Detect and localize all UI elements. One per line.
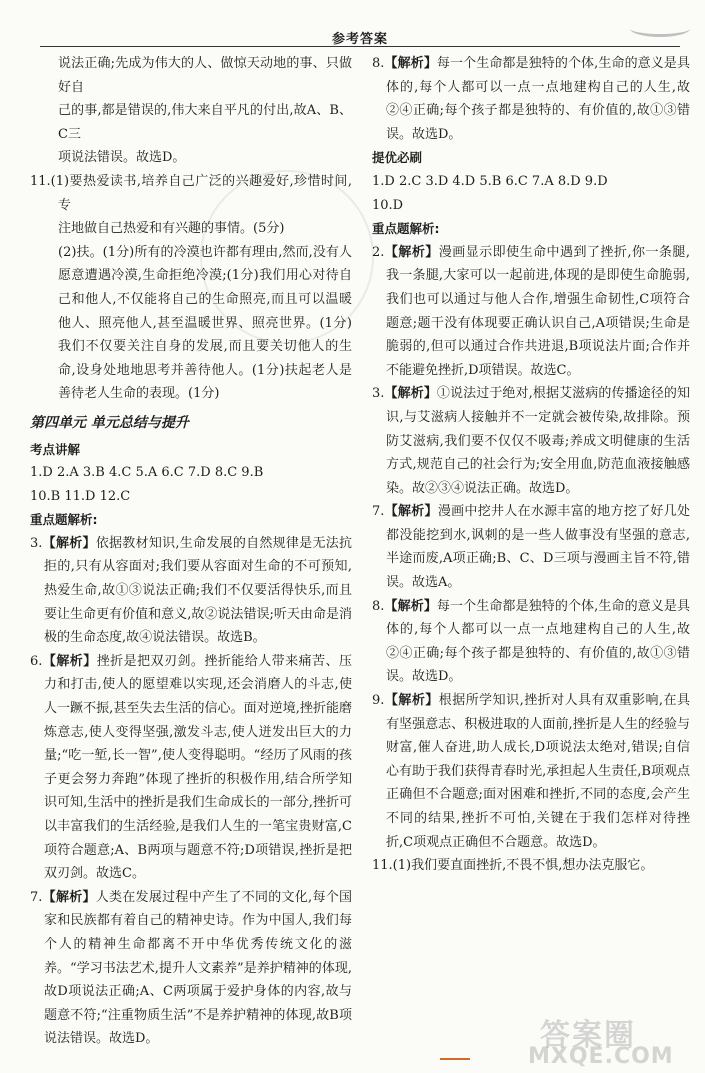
answer-11-1a: 11.(1)要热爱读书,培养自己广泛的兴趣爱好,珍惜时间,专	[30, 173, 352, 213]
question-number: 3.	[30, 535, 43, 551]
explanation-q7	[372, 500, 690, 594]
section-title: 提优必刷	[372, 150, 423, 166]
watermark	[520, 1010, 690, 1070]
text-line: 说法正确;先成为伟大的人、做惊天动地的事、只做好自	[58, 56, 352, 95]
question-number: 9.	[372, 693, 385, 709]
explanation-q8	[372, 52, 690, 146]
explanation-q3	[30, 532, 352, 650]
unit-title: 第四单元 单元总结与提升	[30, 414, 189, 431]
page-header	[40, 26, 680, 48]
section-title: 重点题解析:	[372, 221, 440, 237]
analysis-tag: 【解析】	[42, 889, 96, 905]
explanation-text: 漫画中挖井人在水源丰富的地方挖了好几处都没能挖到水,讽刺的是一些人做事没有坚强的意志,半途而废,A项正确;B、C、D三项与漫画主旨不符,错误。故选A。	[386, 504, 690, 591]
answer-key-line: 1.D 2.A 3.B 4.C 5.A 6.C 7.D 8.C 9.B	[30, 465, 264, 481]
header-title: 参考答案	[331, 32, 388, 47]
text-line: 己的事,都是错误的,伟大来自平凡的付出,故A、B、C三	[58, 103, 352, 142]
explanation-q3	[372, 382, 690, 500]
section-title: 重点题解析:	[30, 512, 98, 528]
explanation-text: 人类在发展过程中产生了不同的文化,每个国家和民族都有着自己的精神史诗。作为中国人,我们每个人的精神生命都离不开中华优秀传统文化的滋养。“学习书法艺术,提升人文素养”是养护精神的体现,故D项说法正确;A、C两项属于爱护身体的内容,故与题意不符;“注重物质生活”不是养护精神的体现,故B项说法错误。故选D。	[44, 889, 352, 1047]
left-column	[30, 52, 352, 1051]
explanation-text: 每一个生命都是独特的个体,生命的意义是具体的,每个人都可以一点一点地建构自己的人生,故②④正确;每个孩子都是独特的、有价值的,故①③错误。故选D。	[386, 598, 690, 685]
explanation-q7	[30, 886, 352, 1051]
explanation-text: 根据所学知识,挫折对人具有双重影响,在具有坚强意志、积极进取的人面前,挫折是人生的经验与财富,催人奋进,助人成长,D项说法太绝对,错误;自信心有助于我们获得青春时光,承担起人生责任,B项观点正确但不合题意;面对困难和挫折,不同的态度,会产生不同的结果,挫折不可怕,关键在于我们怎样对待挫折,C项观点正确但不合题意。故选D。	[386, 693, 690, 850]
explanation-text: 依据教材知识,生命发展的自然规律是无法抗拒的,只有从容面对;我们要从容面对生命的不可预知,热爱生命,故①③说法正确;我们不仅要活得快乐,而且要让生命更有价值和意义,故②说法错误;听天由命是消极的生命态度,故④说法错误。故选B。	[44, 535, 352, 646]
question-number: 6.	[30, 653, 43, 669]
answer-key-line: 10.D	[372, 197, 404, 213]
page-number-mark	[440, 1058, 470, 1060]
answer-11-1b: 注地做自己热爱和有兴趣的事情。(5分)	[58, 221, 285, 237]
explanation-q6	[30, 650, 352, 886]
analysis-tag: 【解析】	[42, 535, 96, 551]
watermark-logo-text: 答案圈	[540, 1018, 636, 1053]
header-rule	[40, 46, 680, 47]
question-number: 8.	[372, 598, 385, 614]
watermark-url: MXQE.COM	[528, 1044, 674, 1069]
header-swoosh	[630, 20, 690, 37]
analysis-tag: 【解析】	[384, 244, 439, 260]
explanation-text: ①说法过于绝对,根据艾滋病的传播途径的知识,与艾滋病人接触并不一定就会被传染,故排除。预防艾滋病,我们要不仅仅不吸毒;养成文明健康的生活方式,规范自己的社会行为;安全用血,防范血液接触感染。故②③④说法正确。故选D。	[386, 386, 690, 496]
right-column	[372, 52, 690, 878]
answer-key-line: 1.D 2.C 3.D 4.D 5.B 6.C 7.A 8.D 9.D	[372, 173, 608, 189]
section-title: 考点讲解	[30, 441, 81, 457]
analysis-tag: 【解析】	[384, 386, 437, 402]
question-number: 2.	[372, 244, 385, 260]
answer-11-1: 11.(1)我们要直面挫折,不畏不惧,想办法克服它。	[372, 858, 654, 874]
explanation-q9	[372, 689, 690, 854]
analysis-tag: 【解析】	[42, 653, 97, 669]
question-number: 7.	[372, 504, 385, 520]
question-number: 8.	[372, 56, 385, 71]
answer-11-2: (2)扶。(1分)所有的冷漠也许都有理由,然而,没有人愿意遭遇冷漠,生命拒绝冷漠;(1分)我们用心对待自己和他人,不仅能将自己的生命照亮,而且可以温暖他人、照亮他人,甚至温暖世界、照亮世界。(1分)我们不仅要关注自身的发展,而且要关切他人的生命,设身处地地思考并善待他人。(1分)扶起老人是善待老人生命的表现。(1分)	[58, 244, 352, 402]
analysis-tag: 【解析】	[384, 56, 437, 71]
explanation-text: 挫折是把双刃剑。挫折能给人带来痛苦、压力和打击,使人的愿望难以实现,还会消磨人的斗志,使人一蹶不振,甚至失去生活的信心。面对逆境,挫折能磨炼意志,使人变得坚强,激发斗志,使人迸发出巨大的力量;“吃一堑,长一智”,使人变得聪明。“经历了风雨的孩子更会努力奔跑”体现了挫折的积极作用,结合所学知识可知,生活中的挫折是我们生命成长的一部分,挫折可以丰富我们的生活经验,是我们人生的一笔宝贵财富,C项符合题意;A、B两项与题意不符;D项错误,挫折是把双刃剑。故选C。	[44, 653, 352, 882]
analysis-tag: 【解析】	[384, 504, 438, 520]
answer-key-line: 10.B 11.D 12.C	[30, 488, 131, 504]
explanation-q8b	[372, 595, 690, 689]
text-line: 项说法错误。故选D。	[58, 150, 186, 166]
analysis-tag: 【解析】	[384, 693, 439, 709]
explanation-text: 每一个生命都是独特的个体,生命的意义是具体的,每个人都可以一点一点地建构自己的人生,故②④正确;每个孩子都是独特的、有价值的,故①③错误。故选D。	[386, 56, 690, 142]
explanation-text: 漫画显示即使生命中遇到了挫折,你一条腿,我一条腿,大家可以一起前进,体现的是即使生命脆弱,我们也可以通过与他人合作,增强生命韧性,C项符合题意;题干没有体现要正确认识自己,A项错误;生命是脆弱的,但可以通过合作共进退,B项说法片面;合作并不能避免挫折,D项错误。故选C。	[386, 244, 690, 378]
explanation-q2	[372, 241, 690, 383]
analysis-tag: 【解析】	[384, 598, 437, 614]
question-number: 7.	[30, 889, 43, 905]
question-number: 3.	[372, 386, 385, 402]
